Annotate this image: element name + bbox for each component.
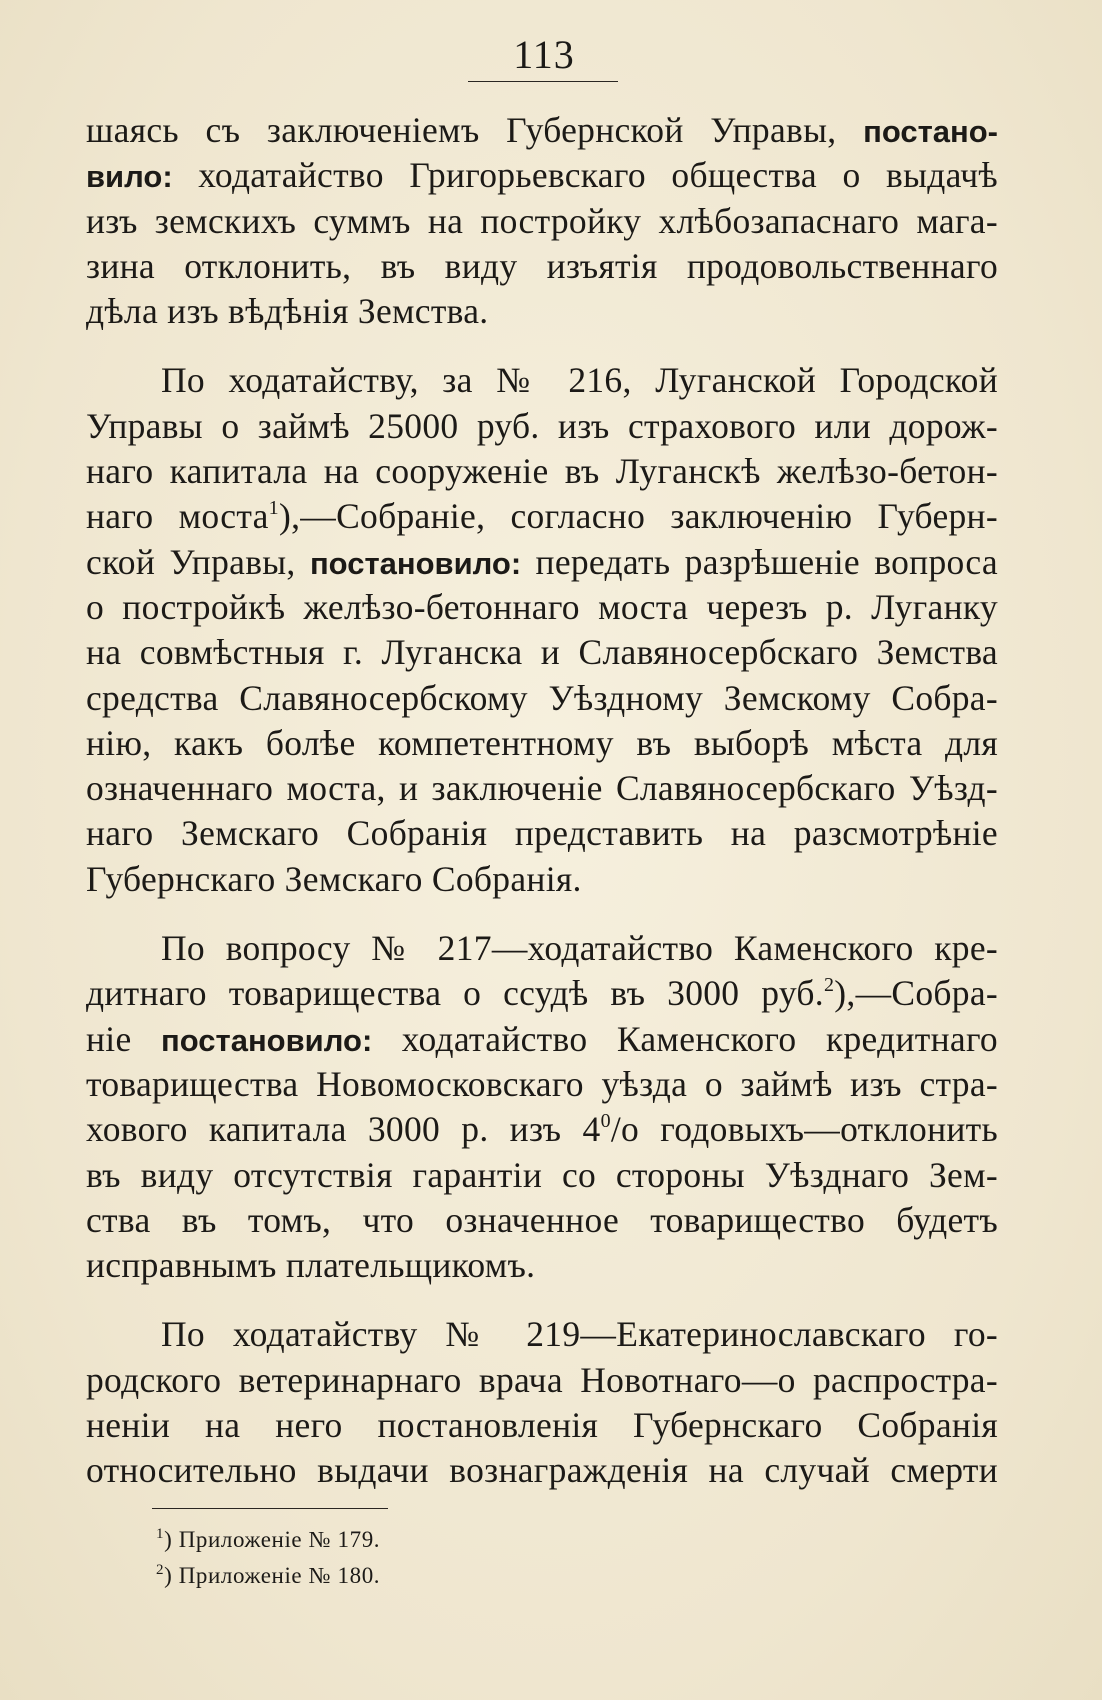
header-rule <box>468 81 618 82</box>
paragraph-gap <box>86 334 998 358</box>
text-line: вило: ходатайство Григорьевскаго общества о выдачѣ <box>86 155 998 196</box>
text-line: хового капитала 3000 р. изъ $4^0/о$ годовыхъ—отклонить <box>86 1109 998 1150</box>
text-line: наго моста$^1$),—Собранiе, согласно заключенiю Губерн- <box>86 496 998 537</box>
footnote-2: $^2$) Приложенiе № 180. <box>156 1562 381 1588</box>
text-line: По ходатайству, за № 216, Луганской Городской <box>161 360 998 401</box>
text-line: въ виду отсутствiя гарантiи со стороны Уѣзднаго Зем- <box>86 1154 998 1195</box>
text-line: означеннаго моста, и заключенiе Славяносербскаго Уѣзд- <box>86 768 998 809</box>
text-line: наго Земскаго Собранiя представить на разсмотрѣнiе <box>86 813 998 854</box>
footnote-rule <box>152 1508 388 1509</box>
paragraph-gap <box>86 1288 998 1312</box>
text-line: наго капитала на сооруженiе въ Луганскѣ желѣзо-бетон- <box>86 451 998 492</box>
percent-superscript: 0 <box>600 1110 611 1133</box>
text-line: ства въ томъ, что означенное товарищество будетъ <box>86 1199 998 1240</box>
text-line: о постройкѣ желѣзо-бетоннаго моста черезъ р. Луганку <box>86 586 998 627</box>
text-line: По ходатайству № 219—Екатеринославскаго го- <box>161 1314 998 1355</box>
bold-keyword: постано- <box>863 114 998 149</box>
text-line: ской Управы, постановило: передать разрѣшенiе вопроса <box>86 541 998 582</box>
text-line: нiю, какъ болѣе компетентному въ выборѣ мѣста для <box>86 722 998 763</box>
bold-keyword: постановило: <box>309 545 522 581</box>
text-line: нiе постановило: ходатайство Каменского кредитнаго <box>86 1018 998 1059</box>
body-text <box>86 108 998 1494</box>
text-line: на совмѣстныя г. Луганска и Славяносербскаго Земства <box>86 632 998 673</box>
text-line: изъ земскихъ суммъ на постройку хлѣбозапаснаго мага- <box>86 200 998 241</box>
text-line: исправнымъ плательщикомъ. <box>86 1245 536 1286</box>
text-line: По вопросу № 217—ходатайство Каменского кре- <box>161 928 998 969</box>
text-line: дитнаго товарищества о ссудѣ въ 3000 руб.$^2$),—Собра- <box>86 973 998 1014</box>
bold-keyword: постановило: <box>161 1022 373 1058</box>
text-line: относительно выдачи вознагражденiя на случай смерти <box>86 1450 998 1491</box>
text-line: Управы о займѣ 25000 руб. изъ страхового или дорож- <box>86 405 998 446</box>
text-line: средства Славяносербскому Уѣздному Земскому Собра- <box>86 677 998 718</box>
footnote-ref: 2 <box>823 974 835 997</box>
paragraph-gap <box>86 902 998 926</box>
text-line: Губернскаго Земскаго Собранiя. <box>86 858 582 899</box>
footnote-ref: 1 <box>268 497 279 520</box>
bold-keyword: вило: <box>86 159 173 195</box>
text-line: родского ветеринарнаго врача Новотнаго—о распростра- <box>86 1359 998 1400</box>
text-line: шаясь съ заключенiемъ Губернской Управы, постано- <box>86 110 998 150</box>
footnote-1: $^1$) Приложенiе № 179. <box>156 1526 381 1552</box>
footnotes <box>156 1522 656 1594</box>
page-number: 113 <box>513 32 575 77</box>
text-line: дѣла изъ вѣдѣнiя Земства. <box>86 291 489 332</box>
text-line: ненiи на него постановленiя Губернскаго Собранiя <box>86 1405 998 1446</box>
text-line: товарищества Новомосковскаго уѣзда о займѣ изъ стра- <box>86 1063 998 1104</box>
text-line: зина отклонить, въ виду изъятiя продовольственнаго <box>86 245 998 286</box>
